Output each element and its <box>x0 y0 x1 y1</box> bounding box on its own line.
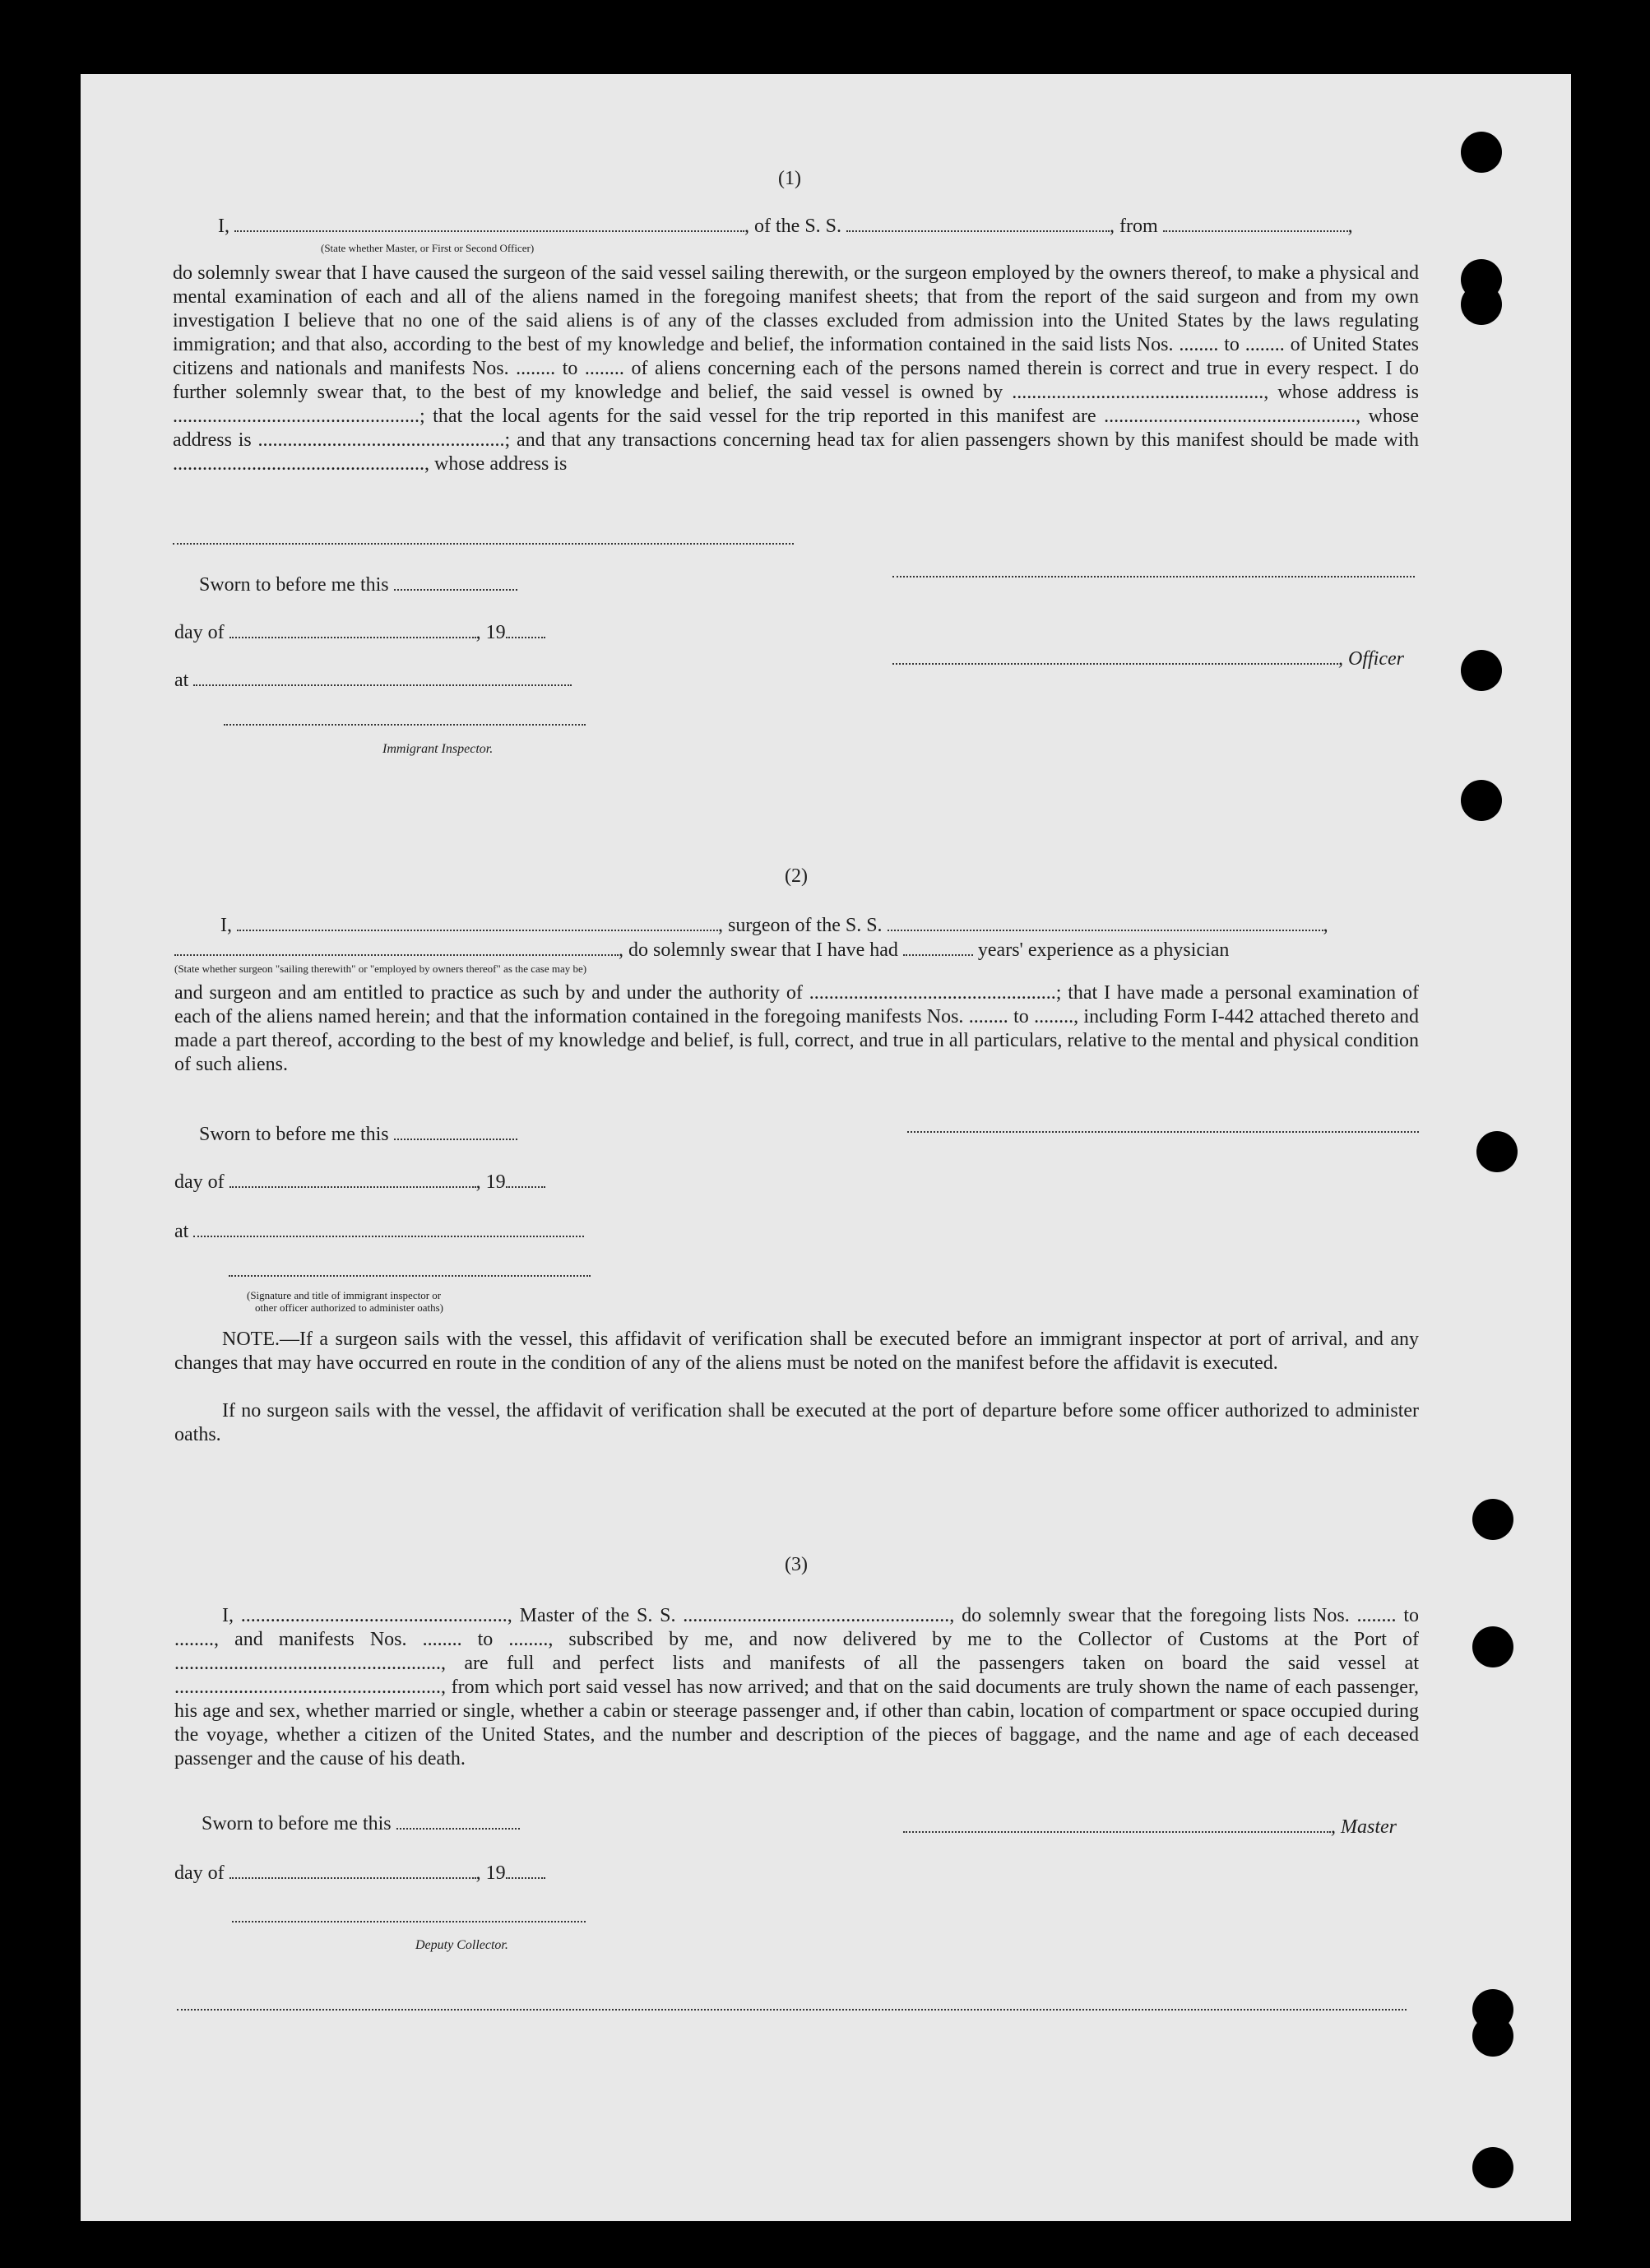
section-2-number: (2) <box>785 865 808 887</box>
section-1-at: at <box>174 670 572 692</box>
section-1-officer-line: , Officer <box>892 648 1404 670</box>
section-2-inspector-signature-line <box>229 1275 591 1277</box>
section-1-address-line <box>173 543 794 545</box>
punch-hole-11 <box>1472 2147 1513 2188</box>
section-1-body: do solemnly swear that I have caused the surgeon of the said vessel sailing therewith, or the surgeon employed by the owners thereof, to make a physical and mental examination of each and all of the aliens named in the foregoing manifest sheets; that from the report of the said surgeon and from my own investigation I believe that no one of the said aliens is of any of the classes excluded from admission into the United States by the laws regulating immigration; and that also, according to the best of my knowledge and belief, the information contained in the said lists Nos. ........ to ........ of United States citizens and nationals and manifests Nos. ........ to ........ of aliens concerning each of the persons named therein is correct and true in every respect. I do further solemnly swear that, to the best of my knowledge and belief, the said vessel is owned by ..................................................., whose address is ..................................................; that the local agents for the said vessel for the trip reported in this manifest are ..................................................., whose address is ..................................................; and that any transactions concerning head tax for alien passengers shown by this manifest should be made with ..................................................., whose address is <box>173 262 1419 475</box>
section-1-officer-note: (State whether Master, or First or Second Officer) <box>321 242 535 254</box>
section-1-i: I, <box>218 216 229 237</box>
punch-hole-10 <box>1472 2015 1513 2057</box>
section-2-second-line: , do solemnly swear that I have had years' experience as a physician <box>174 939 1229 962</box>
section-3-sworn: Sworn to before me this <box>202 1813 520 1835</box>
section-1-inspector-caption: Immigrant Inspector. <box>382 742 494 756</box>
section-3-collector-signature-line <box>232 1921 586 1922</box>
punch-hole-1 <box>1461 132 1502 173</box>
section-3-day-of: day of , 19 <box>174 1862 545 1885</box>
punch-hole-5 <box>1461 780 1502 821</box>
section-1-sworn: Sworn to before me this <box>199 574 517 596</box>
section-2-at: at <box>174 1221 584 1243</box>
section-2-first-line: I, , surgeon of the S. S. , <box>220 915 1328 936</box>
section-3-body: I, ......................................................, Master of the S. S. ......................................................, do solemnly swear that the foregoing lists Nos. ........ to ........, and manifests Nos. ........ to ........, subscribed by me, and now delivered by me to the Collector of Customs at the Port of ......................................................, are full and perfect lists and manifests of all the passengers taken on board the said vessel at ......................................................, from which port said vessel has now arrived; and that on the said documents are truly shown the name of each passenger, his age and sex, whether married or single, whether a cabin or steerage passenger and, if other than cabin, location of compartment or space occupied during the voyage, whether a citizen of the United States, and the number and description of the pieces of baggage, and the name and age of each deceased passenger and the cause of his death. <box>174 1605 1419 1769</box>
punch-hole-8 <box>1472 1626 1513 1667</box>
section-2-note-2: If no surgeon sails with the vessel, the affidavit of verification shall be executed at the port of departure before some officer authorized to administer oaths. <box>174 1400 1419 1445</box>
section-3-collector-caption: Deputy Collector. <box>415 1938 508 1952</box>
section-2-sworn: Sworn to before me this <box>199 1124 517 1146</box>
section-1-number: (1) <box>778 168 801 189</box>
section-1-first-line: I, , of the S. S. , from , <box>218 216 1353 237</box>
section-1-of-ss: , of the S. S. <box>744 216 842 237</box>
section-1-from: , from <box>1110 216 1158 237</box>
section-2-note-1: NOTE.—If a surgeon sails with the vessel, this affidavit of verification shall be executed before an immigrant inspector at port of arrival, and any changes that may have occurred en route in the condition of any of the aliens must be noted on the manifest before the affidavit is executed. <box>174 1329 1419 1374</box>
bottom-rule <box>177 2009 1407 2011</box>
punch-hole-7 <box>1472 1499 1513 1540</box>
punch-hole-6 <box>1476 1131 1518 1172</box>
section-3-number: (3) <box>785 1554 808 1575</box>
section-2-surgeon-note: (State whether surgeon "sailing therewith" or "employed by owners thereof" as the case may be) <box>174 962 587 975</box>
section-2-day-of: day of , 19 <box>174 1171 545 1194</box>
section-1-day-of: day of , 19 <box>174 622 545 644</box>
section-2-body: and surgeon and am entitled to practice as such by and under the authority of ..................................................; that I have made a personal examination of each of the aliens named herein; and that the information contained in the foregoing manifests Nos. ........ to ........, including Form I-442 attached thereto and made a part thereof, according to the best of my knowledge and belief, is full, correct, and true in all particulars, relative to the mental and physical condition of such aliens. <box>174 982 1419 1075</box>
section-2-surgeon-signature-line <box>907 1131 1419 1133</box>
section-2-signature-note-2: other officer authorized to administer oaths) <box>255 1301 443 1314</box>
section-2-signature-note-1: (Signature and title of immigrant inspector or <box>247 1289 442 1301</box>
section-1-inspector-signature-line <box>224 724 586 726</box>
section-3-master-line: , Master <box>903 1816 1397 1839</box>
section-1-officer-signature-line-1 <box>892 576 1415 577</box>
punch-hole-3 <box>1461 284 1502 325</box>
punch-hole-4 <box>1461 650 1502 691</box>
